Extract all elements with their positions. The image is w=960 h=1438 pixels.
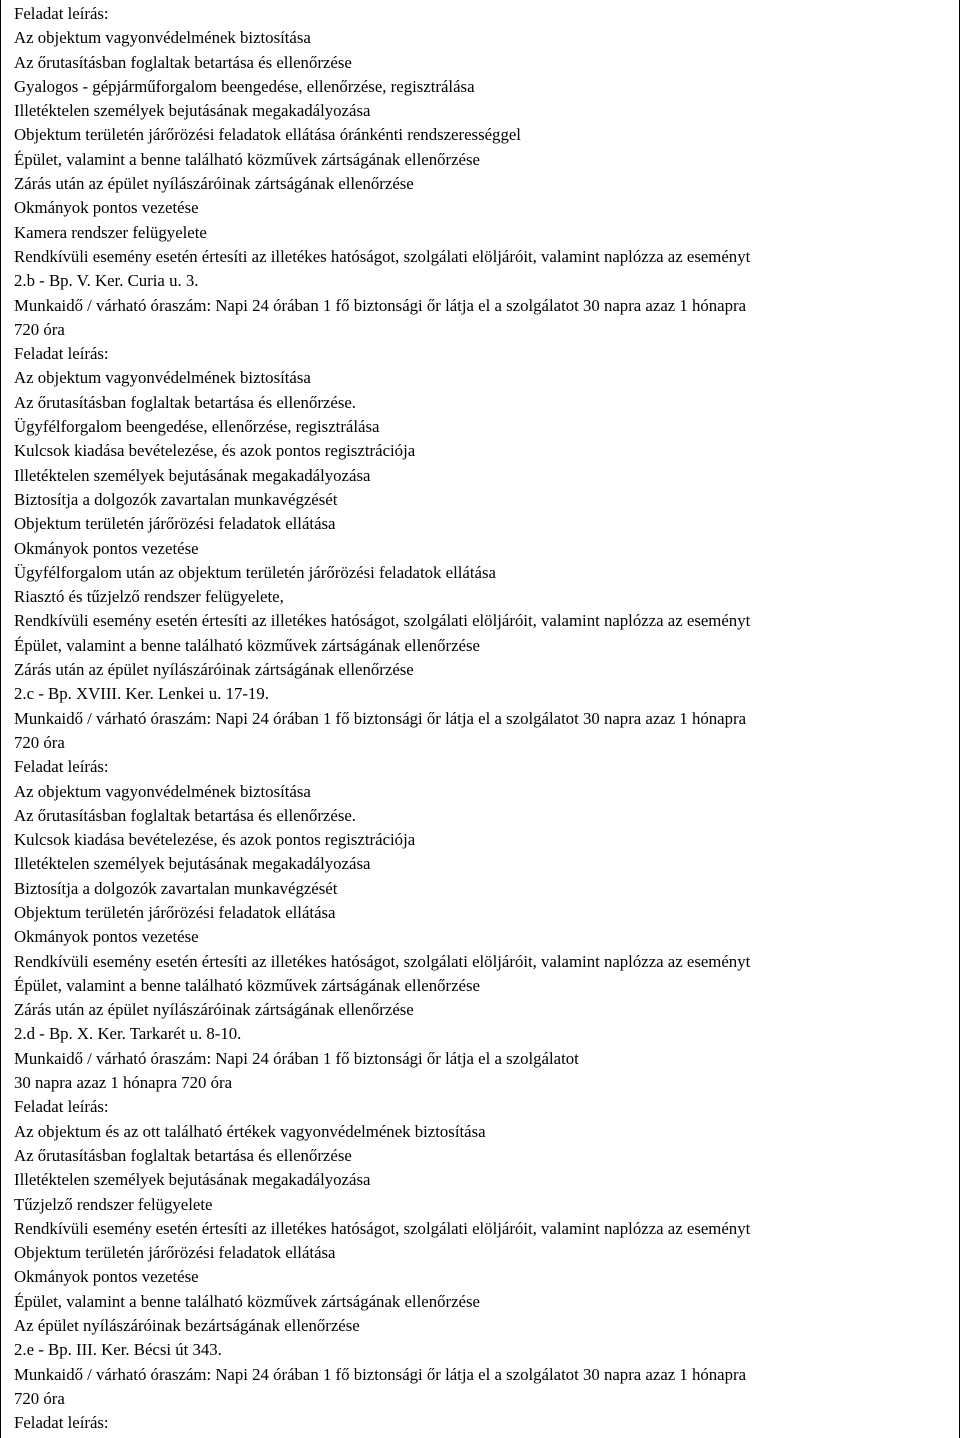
document-line: Az objektum vagyonvédelmének biztosítása xyxy=(14,781,311,801)
document-line: Gyalogos - gépjárműforgalom beengedése, ellenőrzése, regisztrálása xyxy=(14,76,475,96)
document-body xyxy=(14,2,949,1436)
document-line: Objektum területén járőrözési feladatok ellátása xyxy=(14,514,336,534)
document-line: Zárás után az épület nyílászáróinak zártságának ellenőrzése xyxy=(14,1000,414,1020)
document-line: Zárás után az épület nyílászáróinak zártságának ellenőrzése xyxy=(14,660,414,680)
document-line: Munkaidő / várható óraszám: Napi 24 órában 1 fő biztonsági őr látja el a szolgálatot 30 napra azaz 1 hónapra xyxy=(14,1364,747,1384)
document-line: Zárás után az épület nyílászáróinak zártságának ellenőrzése xyxy=(14,174,414,194)
document-line: Az objektum vagyonvédelmének biztosítása xyxy=(14,368,311,388)
document-line: Illetéktelen személyek bejutásának megakadályozása xyxy=(14,101,371,121)
document-line: 2.b - Bp. V. Ker. Curia u. 3. xyxy=(14,271,199,291)
document-line: Biztosítja a dolgozók zavartalan munkavégzését xyxy=(14,489,338,509)
document-line: Munkaidő / várható óraszám: Napi 24 órában 1 fő biztonsági őr látja el a szolgálatot xyxy=(14,1048,579,1068)
document-line: Rendkívüli esemény esetén értesíti az illetékes hatóságot, szolgálati elöljáróit, valamint naplózza az eseményt xyxy=(14,1218,751,1238)
document-line: Illetéktelen személyek bejutásának megakadályozása xyxy=(14,1170,371,1190)
document-line: 2.d - Bp. X. Ker. Tarkarét u. 8-10. xyxy=(14,1024,242,1044)
document-line: Okmányok pontos vezetése xyxy=(14,198,199,218)
document-line: Rendkívüli esemény esetén értesíti az illetékes hatóságot, szolgálati elöljáróit, valamint naplózza az eseményt xyxy=(14,246,751,266)
document-line: Okmányok pontos vezetése xyxy=(14,1267,199,1287)
document-line: Az épület nyílászáróinak bezártságának ellenőrzése xyxy=(14,1316,360,1336)
document-line: Az őrutasításban foglaltak betartása és ellenőrzése. xyxy=(14,392,356,412)
document-line: Okmányok pontos vezetése xyxy=(14,927,199,947)
document-line: Feladat leírás: xyxy=(14,344,109,364)
document-line: Épület, valamint a benne található közművek zártságának ellenőrzése xyxy=(14,149,480,169)
document-line: Ügyfélforgalom beengedése, ellenőrzése, regisztrálása xyxy=(14,417,380,437)
document-line: Riasztó és tűzjelző rendszer felügyelete, xyxy=(14,587,284,607)
document-line: Rendkívüli esemény esetén értesíti az illetékes hatóságot, szolgálati elöljáróit, valamint naplózza az eseményt xyxy=(14,611,751,631)
document-line: Az őrutasításban foglaltak betartása és ellenőrzése. xyxy=(14,805,356,825)
document-line: 2.e - Bp. III. Ker. Bécsi út 343. xyxy=(14,1340,222,1360)
document-line: Tűzjelző rendszer felügyelete xyxy=(14,1194,213,1214)
document-line: Munkaidő / várható óraszám: Napi 24 órában 1 fő biztonsági őr látja el a szolgálatot 30 napra azaz 1 hónapra xyxy=(14,708,747,728)
document-line: 30 napra azaz 1 hónapra 720 óra xyxy=(14,1073,233,1093)
document-line: Az őrutasításban foglaltak betartása és ellenőrzése xyxy=(14,52,352,72)
document-line: Feladat leírás: xyxy=(14,1097,109,1117)
document-line: Feladat leírás: xyxy=(14,757,109,777)
document-line: Épület, valamint a benne található közművek zártságának ellenőrzése xyxy=(14,975,480,995)
document-line: Objektum területén járőrözési feladatok ellátása xyxy=(14,1243,336,1263)
document-line: Kamera rendszer felügyelete xyxy=(14,222,207,242)
document-line: Épület, valamint a benne található közművek zártságának ellenőrzése xyxy=(14,1291,480,1311)
document-line: Munkaidő / várható óraszám: Napi 24 órában 1 fő biztonsági őr látja el a szolgálatot 30 napra azaz 1 hónapra xyxy=(14,295,747,315)
document-line: Objektum területén járőrözési feladatok ellátása xyxy=(14,902,336,922)
document-line: Feladat leírás: xyxy=(14,4,109,23)
document-line: 720 óra xyxy=(14,732,65,752)
document-line: Épület, valamint a benne található közművek zártságának ellenőrzése xyxy=(14,635,480,655)
document-line: Illetéktelen személyek bejutásának megakadályozása xyxy=(14,854,371,874)
document-line: Feladat leírás: xyxy=(14,1413,109,1433)
document-line: Az objektum vagyonvédelmének biztosítása xyxy=(14,28,311,48)
document-line: Biztosítja a dolgozók zavartalan munkavégzését xyxy=(14,878,338,898)
document-line: Objektum területén járőrözési feladatok ellátása óránkénti rendszerességgel xyxy=(14,125,521,145)
document-line: Kulcsok kiadása bevételezése, és azok pontos regisztrációja xyxy=(14,830,416,850)
document-line: Illetéktelen személyek bejutásának megakadályozása xyxy=(14,465,371,485)
document-line: 2.c - Bp. XVIII. Ker. Lenkei u. 17-19. xyxy=(14,684,269,704)
document-line: Kulcsok kiadása bevételezése, és azok pontos regisztrációja xyxy=(14,441,416,461)
document-line: Okmányok pontos vezetése xyxy=(14,538,199,558)
document-line: Az objektum és az ott található értékek vagyonvédelmének biztosítása xyxy=(14,1121,486,1141)
document-line: Rendkívüli esemény esetén értesíti az illetékes hatóságot, szolgálati elöljáróit, valamint naplózza az eseményt xyxy=(14,951,751,971)
document-line: Az őrutasításban foglaltak betartása és ellenőrzése xyxy=(14,1145,352,1165)
document-line: Ügyfélforgalom után az objektum területén járőrözési feladatok ellátása xyxy=(14,562,496,582)
document-line: 720 óra xyxy=(14,1388,65,1408)
document-line: 720 óra xyxy=(14,319,65,339)
